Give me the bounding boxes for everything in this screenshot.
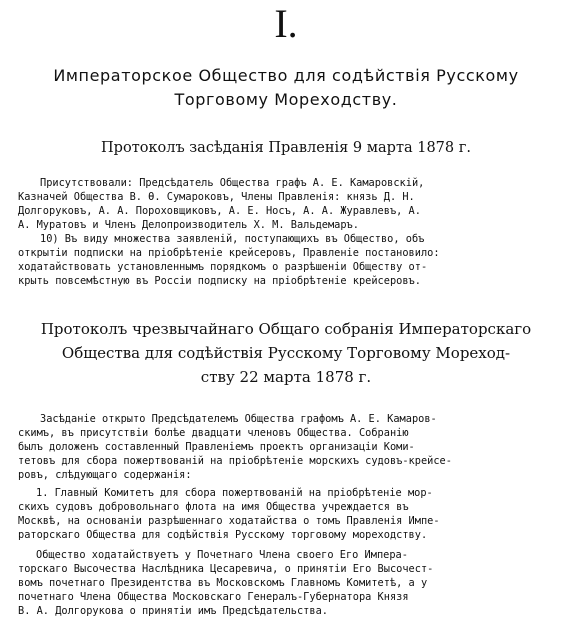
protocol2-line-14: В. А. Долгорукова о принятіи имъ Предсѣдательства. <box>18 605 328 617</box>
protocol2-title-line-1: Протоколъ чрезвычайнаго Общаго собранія Императорскаго <box>40 320 532 338</box>
society-title <box>0 64 572 112</box>
protocol2-line-4: тетовъ для сбора пожертвованій на пріобрѣтеніе морскихъ судовъ-крейсе- <box>18 455 452 467</box>
protocol1-line-1: Присутствовали: Предсѣдатель Общества графъ А. Е. Камаровскій, <box>40 177 425 189</box>
protocol2-title-line-3: ству 22 марта 1878 г. <box>200 368 372 386</box>
protocol1-line-6: открытіи подписки на пріобрѣтеніе крейсеровъ, Правленіе постановило: <box>18 247 440 259</box>
protocol2-line-1: Засѣданіе открыто Предсѣдателемъ Общества графомъ А. Е. Камаров- <box>40 413 437 425</box>
protocol1-line-4: А. Муратовъ и Членъ Делопроизводитель Х. М. Вальдемаръ. <box>18 219 359 231</box>
protocol2-line-12: вомъ почетнаго Президентства въ Московскомъ Главномъ Комитетѣ, а у <box>18 577 428 589</box>
section-numeral: I. <box>274 1 298 46</box>
protocol2-line-6: 1. Главный Комитетъ для сбора пожертвованій на пріобрѣтеніе мор- <box>36 487 433 499</box>
protocol1-line-8: крыть повсемѣстную въ Россіи подписку на пріобрѣтеніе крейсеровъ. <box>18 275 421 287</box>
protocol2-line-7: скихъ судовъ добровольнаго флота на имя Общества учреждается въ <box>18 501 409 513</box>
protocol1-title: Протоколъ засѣданія Правленія 9 марта 1878 г. <box>101 140 471 156</box>
protocol2-line-10: Общество ходатайствуетъ у Почетнаго Члена своего Его Импера- <box>36 549 408 561</box>
protocol2-line-9: раторскаго Общества для содѣйствія Русскому торговому мореходству. <box>18 529 428 541</box>
protocol2-line-13: почетнаго Члена Общества Московскаго Генералъ-Губернатора Князя <box>18 591 409 603</box>
protocol1-line-2: Казначей Общества В. Ѳ. Сумароковъ, Члены Правленія: князь Д. Н. <box>18 191 415 203</box>
protocol2-line-3: былъ доложенъ составленный Правленіемъ проектъ организаціи Коми- <box>18 441 415 453</box>
protocol2-line-11: торскаго Высочества Наслѣдника Цесаревича, о принятіи Его Высочест- <box>18 563 434 575</box>
society-title-text: Императорское Общество для содѣйствія Русскому Торговому Мореходству. <box>53 66 519 109</box>
protocol1-line-7: ходатайствовать установленнымъ порядкомъ о разрѣшеніи Обществу от- <box>18 261 428 273</box>
protocol2-title-line-2: Общества для содѣйствія Русскому Торговому Мореход- <box>61 344 511 362</box>
protocol2-line-2: скимъ, въ присутствіи болѣе двадцати членовъ Общества. Собранію <box>18 427 409 439</box>
protocol1-line-3: Долгоруковъ, А. А. Пороховщиковъ, А. Е. Носъ, А. А. Журавлевъ, А. <box>18 205 421 217</box>
protocol2-line-8: Москвѣ, на основаніи разрѣшеннаго ходатайства о томъ Правленія Импе- <box>18 515 440 527</box>
protocol1-line-5: 10) Въ виду множества заявленій, поступающихъ въ Общество, объ <box>40 233 425 245</box>
protocol2-line-5: ровъ, слѣдующаго содержанія: <box>18 469 192 481</box>
